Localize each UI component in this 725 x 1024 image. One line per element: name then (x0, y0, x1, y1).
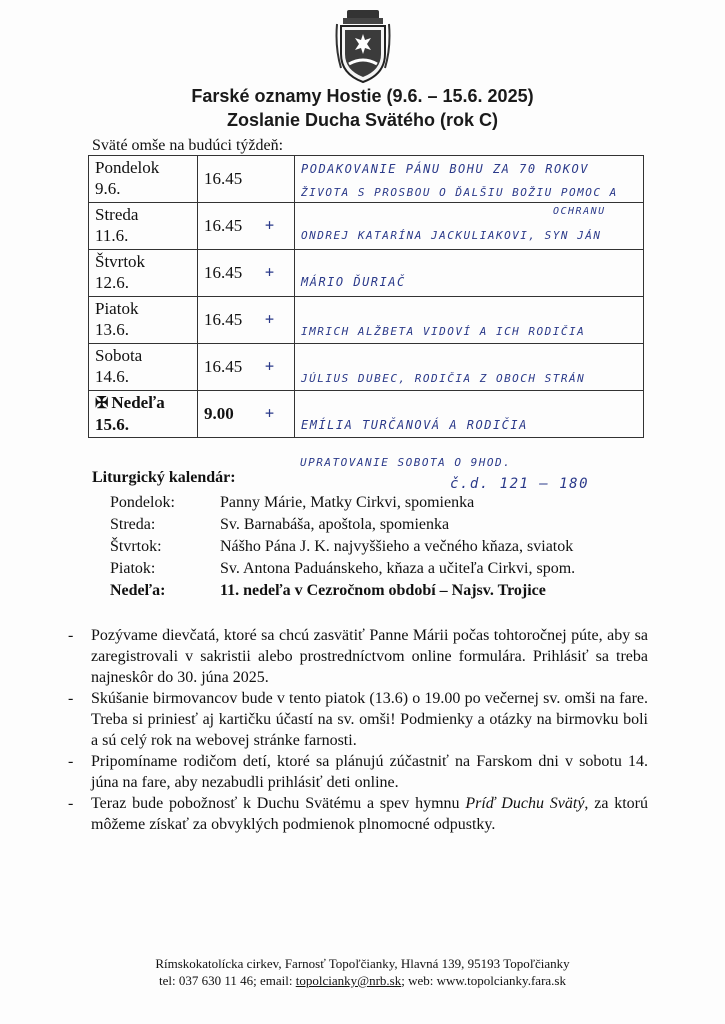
footer-contact: tel: 037 630 11 46; email: topolcianky@nrb.sk; web: www.topolcianky.fara.sk (159, 973, 566, 988)
day-date: 11.6. (95, 226, 129, 245)
mass-intention-line2: ŽIVOTA S PROSBOU O ĎALŠIU BOŽIU POMOC A (301, 186, 618, 199)
table-row (89, 344, 644, 391)
mass-time: 16.45 (198, 203, 295, 250)
handwritten-cleaning-note: UPRATOVANIE SOBOTA O 9HOD. (300, 456, 512, 469)
mass-time: 9.00 (198, 391, 295, 438)
masses-heading: Sväté omše na budúci týždeň: (92, 137, 284, 154)
day-date: 13.6. (95, 320, 129, 339)
list-item: Piatok: Sv. Antona Paduánskeho, kňaza a učiteľa Cirkvi, spom. (110, 560, 576, 577)
mass-time: 16.45 (198, 156, 295, 203)
deceased-cross-icon: + (265, 310, 276, 328)
announcements (68, 625, 648, 835)
handwritten-page-note: č.d. 121 – 180 (450, 476, 590, 492)
day-name: Pondelok (95, 158, 160, 177)
mass-intention: JÚLIUS DUBEC, RODIČIA Z OBOCH STRÁN (301, 372, 586, 385)
mass-intention-line3: OCHRANU (553, 206, 606, 217)
mass-intention: EMÍLIA TURČANOVÁ A RODIČIA (301, 418, 528, 432)
mass-intention: MÁRIO ĎURIAČ (301, 275, 406, 289)
email-link[interactable]: topolcianky@nrb.sk (295, 973, 402, 988)
deceased-cross-icon: + (265, 263, 276, 281)
footer-address: Rímskokatolícka cirkev, Farnosť Topoľčianky, Hlavná 139, 95193 Topoľčianky (155, 956, 570, 971)
table-row (89, 391, 644, 438)
day-date: 14.6. (95, 367, 129, 386)
day-date: 12.6. (95, 273, 129, 292)
list-item: Pondelok: Panny Márie, Matky Cirkvi, spomienka (110, 494, 475, 511)
mass-time: 16.45 (198, 297, 295, 344)
maltese-cross-icon: ✠ (95, 395, 109, 412)
mass-time: 16.45 (198, 250, 295, 297)
page-subtitle: Zoslanie Ducha Svätého (rok C) (226, 110, 499, 130)
announcement-item: - Teraz bude pobožnosť k Duchu Svätému a spev hymnu Príď Duchu Svätý, za ktorú môžeme získať za obvyklých podmienok plnomocné odpustky. (68, 795, 649, 833)
mass-intention: IMRICH ALŽBETA VIDOVÍ A ICH RODIČIA (301, 325, 586, 338)
deceased-cross-icon: + (265, 404, 276, 422)
day-name: Piatok (95, 299, 139, 318)
announcement-item: - Pripomíname rodičom detí, ktoré sa plánujú zúčastniť na Farskom dni v sobotu 14. júna na fare, aby nezabudli prihlásiť deti online. (68, 753, 648, 791)
table-row (89, 203, 644, 250)
day-name: Nedeľa (111, 393, 165, 412)
liturgical-calendar (110, 492, 575, 602)
day-name: Sobota (95, 346, 143, 365)
page-title: Farské oznamy Hostie (9.6. – 15.6. 2025) (191, 86, 534, 106)
mass-intention: PODAKOVANIE PÁNU BOHU ZA 70 ROKOV (301, 162, 589, 176)
parish-crest-icon (335, 8, 391, 86)
liturgical-heading: Liturgický kalendár: (92, 469, 236, 486)
table-row (89, 156, 644, 203)
list-item: Streda: Sv. Barnabáša, apoštola, spomienka (110, 516, 450, 533)
mass-intention: ONDREJ KATARÍNA JACKULIAKOVI, SYN JÁN (301, 229, 602, 242)
day-date: 15.6. (95, 415, 129, 434)
list-item: Nedeľa: 11. nedeľa v Cezročnom období – Najsv. Trojice (110, 582, 546, 599)
list-item: Štvrtok: Nášho Pána J. K. najvyššieho a večného kňaza, sviatok (110, 538, 574, 555)
day-name: Štvrtok (95, 252, 146, 271)
table-row (89, 297, 644, 344)
announcement-item: - Pozývame dievčatá, ktoré sa chcú zasvätiť Panne Márii počas tohtoročnej púte, aby sa zaregistrovali v sakristii alebo prostredníctvom online formulára. Prihlásiť sa treba najneskôr do 30. júna 2025. (68, 627, 648, 686)
deceased-cross-icon: + (265, 357, 276, 375)
deceased-cross-icon: + (265, 216, 276, 234)
mass-time: 16.45 (198, 344, 295, 391)
announcement-item: - Skúšanie birmovancov bude v tento piatok (13.6) o 19.00 po večernej sv. omši na fare. Treba si priniesť aj kartičku účastí na sv. omši! Podmienky a otázky na birmovku boli a sú celý rok na webovej stránke farnosti. (68, 690, 648, 749)
masses-table (88, 155, 644, 438)
day-name: Streda (95, 205, 139, 224)
day-date: 9.6. (95, 179, 121, 198)
table-row (89, 250, 644, 297)
